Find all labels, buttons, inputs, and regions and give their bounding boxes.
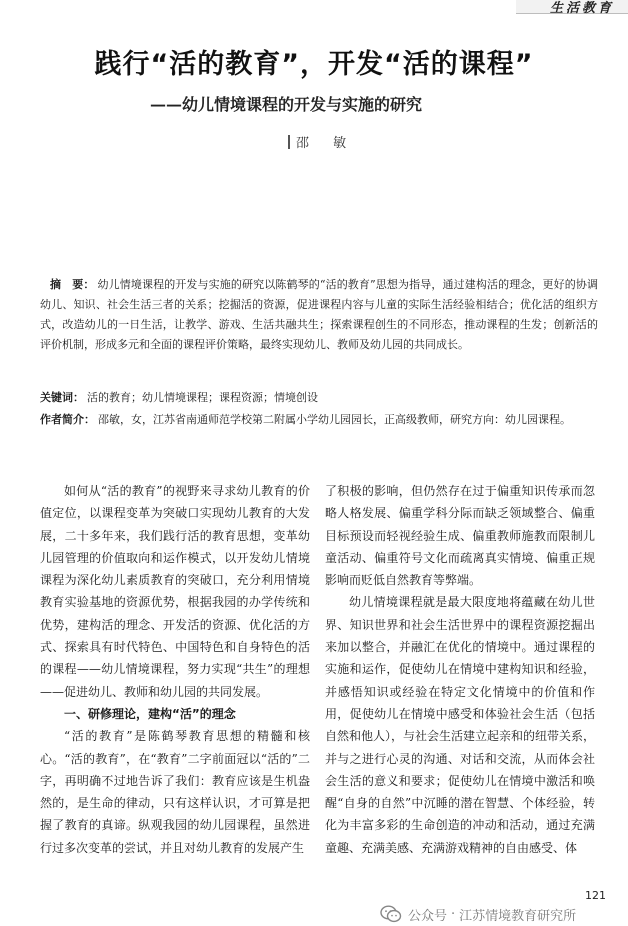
watermark [380, 904, 576, 924]
right-paragraph: 幼儿情境课程就是最大限度地将蕴藏在幼儿世界、知识世界和社会生活世界中的课程资源挖掘出来加以整合，并融汇在优化的情境中。通过课程的实施和运作，促使幼儿在情境中建构知识和经验，并感悟知识或经验在特定文化情境中的价值和作用，促使幼儿在情境中感受和体验社会生活（包括自然和他人），与社会生活建立起亲和的纽带关系，并与之进行心灵的沟通、对话和交流，从而体会社会生活的意义和要求；促使幼儿在情境中激活和唤醒“自身的自然”中沉睡的潜在智慧、个体经验，转化为丰富多彩的生命创造的冲动和活动，通过充满童趣、充满美感、充满游戏精神的自由感受、体 [325, 595, 596, 855]
masthead-title: 生活教育 [549, 1, 614, 16]
keywords-label: 关键词： [40, 391, 84, 404]
abstract-label: 摘 要： [50, 278, 95, 291]
keywords-block [40, 388, 598, 408]
article-title: 践行“活的教育”，开发“活的课程” [94, 49, 534, 80]
page-number: 121 [585, 889, 606, 902]
section-paragraph: “活的教育”是陈鹤琴教育思想的精髓和核心。“活的教育”，在“教育”二字前面冠以“活的”二字，再明确不过地告诉了我们：教育应该是生机盎然的，是生命的律动，只有这样认识，才可算是把握了教育的真谛。纵观我园的幼儿园课程，虽然进行过多次变革的尝试，并且对幼儿教育的发展产生 [40, 729, 310, 855]
author-bio-text: 邵敏，女，江苏省南通师范学校第二附属小学幼儿园园长，正高级教师，研究方向：幼儿园课程。 [98, 413, 571, 426]
keywords-text: 活的教育；幼儿情境课程；课程资源；情境创设 [87, 391, 318, 404]
author-bio-block [40, 410, 598, 430]
abstract-block [40, 275, 598, 355]
abstract-text: 幼儿情境课程的开发与实施的研究以陈鹤琴的“活的教育”思想为指导，通过建构活的理念，更好的协调幼儿、知识、社会生活三者的关系；挖掘活的资源，促进课程内容与儿童的实际生活经验相结合；优化活的组织方式，改造幼儿的一日生活，让教学、游戏、生活共融共生；探索课程创生的不同形态，推动课程的生发；创新活的评价机制，形成多元和全面的课程评价策略，最终实现幼儿、教师及幼儿园的共同成长。 [40, 278, 599, 351]
article-author [288, 132, 356, 151]
continuation-paragraph: 了积极的影响，但仍然存在过于偏重知识传承而忽略人格发展、偏重学科分际而缺乏领域整合、偏重目标预设而轻视经验生成、偏重教师施教而限制儿童活动、偏重符号文化而疏离真实情境、偏重正规影响而贬低自然教育等弊端。 [325, 484, 595, 588]
section-heading: 一、研修理论，建构“活”的理念 [64, 706, 236, 721]
intro-paragraph: 如何从“活的教育”的视野来寻求幼儿教育的价值定位，以课程变革为突破口实现幼儿教育的大发展，二十多年来，我们践行活的教育思想，变革幼儿园管理的价值取向和运作模式，以开发幼儿情境课程为深化幼儿素质教育的突破口，充分利用情境教育实验基地的资源优势，根据我园的办学传统和优势，建构活的理念、开发活的资源、优化活的方式、探索具有时代特色、中国特色和自身特色的活的课程——幼儿情境课程，努力实现“共生”的理想——促进幼儿、教师和幼儿园的共同发展。 [40, 484, 310, 699]
body-left-column [40, 480, 310, 859]
author-bar-decoration [288, 135, 290, 149]
masthead-banner [516, 0, 628, 14]
wechat-icon [380, 905, 402, 923]
body-right-column [325, 480, 595, 859]
author-name: 邵 敏 [296, 136, 357, 151]
watermark-name: 江苏情境教育研究所 [459, 908, 577, 924]
author-bio-label: 作者简介： [40, 413, 95, 426]
watermark-dot: · [451, 906, 456, 922]
article-subtitle: ——幼儿情境课程的开发与实施的研究 [150, 95, 423, 114]
watermark-prefix: 公众号 [408, 908, 448, 924]
